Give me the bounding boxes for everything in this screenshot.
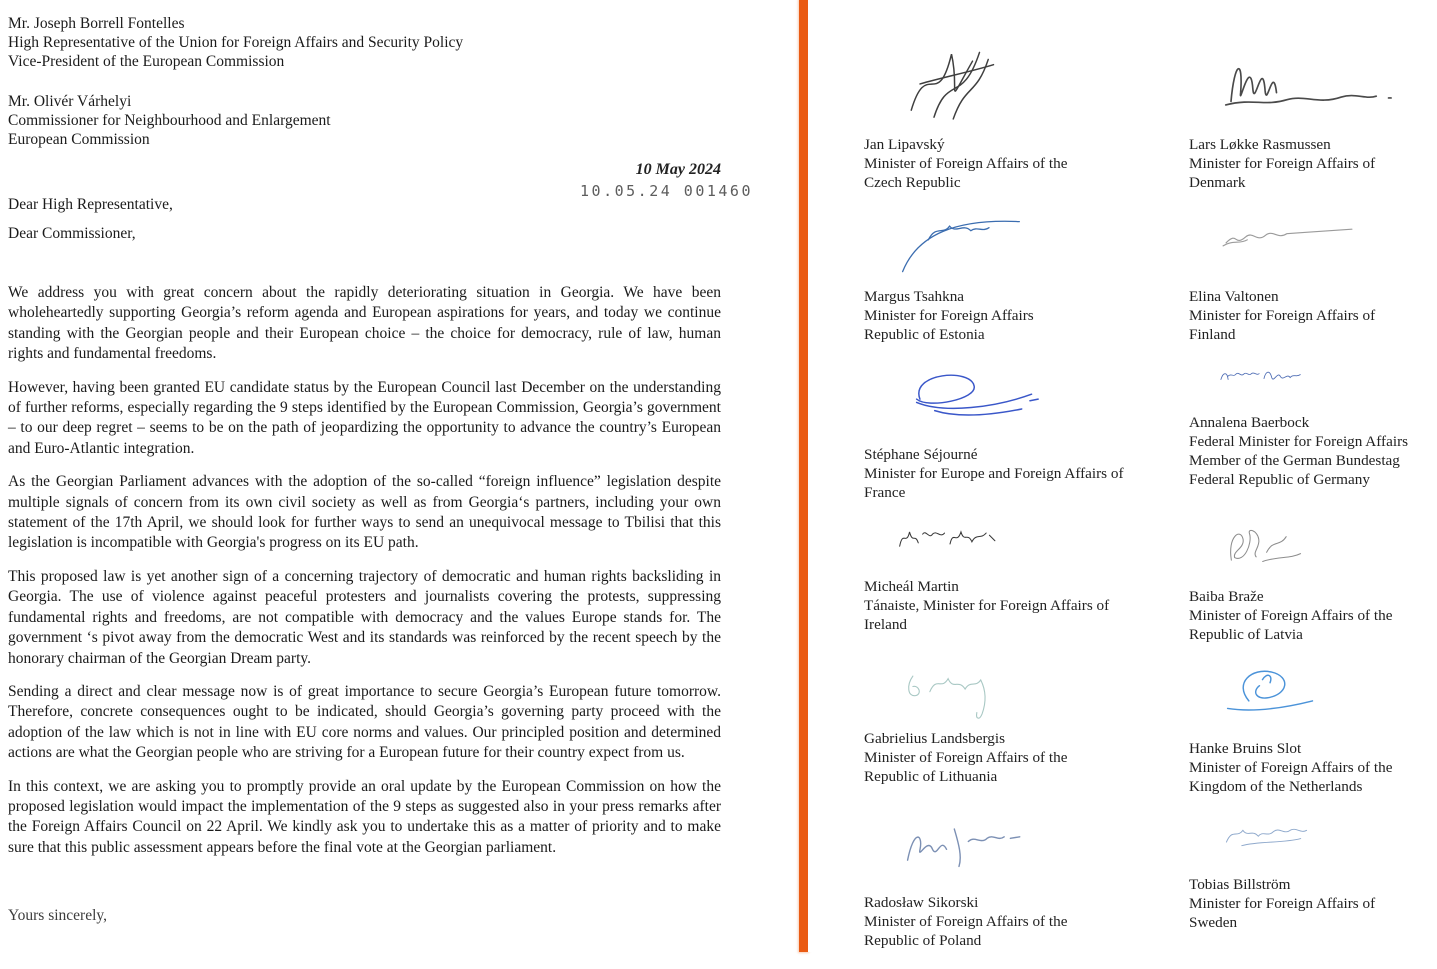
signatory-block — [864, 815, 1189, 950]
registry-stamp: 10.05.24 001460 — [580, 182, 753, 200]
signatory-title-line: Republic of Poland — [864, 932, 982, 949]
salutation-line: Dear High Representative, — [8, 196, 173, 213]
signatory-block — [1189, 663, 1431, 796]
signatory-block — [864, 211, 1189, 344]
signatory-title-line: Minister for Foreign Affairs of — [1189, 307, 1376, 324]
recipient-line: Vice-President of the European Commission — [8, 53, 285, 70]
signatory-name: Baiba Braže — [1189, 588, 1264, 605]
letter-paragraph: We address you with great concern about the rapidly deteriorating situation in Georgia. We have been wholeheartedly supporting Georgia’s reform agenda and European aspirations for years, and today we continue standing with the Georgian people and their European choice – the choice for democracy, rule of law, human rights and fundamental freedoms. — [8, 284, 721, 363]
signatory-name: Radosław Sikorski — [864, 894, 979, 911]
signatory-title — [1189, 306, 1431, 344]
signatory-title-line: Minister for Foreign Affairs of — [1189, 895, 1376, 912]
closing-line: Yours sincerely, — [8, 907, 108, 925]
signatory-title — [1189, 758, 1431, 796]
signatory-title-line: Finland — [1189, 326, 1236, 343]
letter-paragraph: This proposed law is yet another sign of a concerning trajectory of democratic and human rights backsliding in Georgia. The use of violence against peaceful protesters and journalists covering the protests, suppressing fundamental rights and freedoms, are not compatible with democracy and the values Europe stands for. The government ‘s pivot away from the democratic West and its standards was reinforced by the recent speech by the honorary chairman of the Georgian Dream party. — [8, 567, 721, 667]
signatory-title-line: Kingdom of the Netherlands — [1189, 778, 1363, 795]
salutation-line: Dear Commissioner, — [8, 225, 136, 242]
signatory-title-line: Minister for Foreign Affairs of — [1189, 155, 1376, 172]
signature-image — [864, 211, 1189, 283]
signatory-title-line: Minister for Foreign Affairs — [864, 307, 1034, 324]
signatory-title — [1189, 606, 1431, 644]
signatory-title — [1189, 894, 1431, 932]
signatory-block — [864, 663, 1189, 796]
signatory-title — [864, 306, 1189, 344]
signatory-block — [864, 521, 1189, 644]
letter-paragraph: As the Georgian Parliament advances with the adoption of the so-called “foreign influence” legislation despite multiple signals of concern from its own civil society as well as from Georgia‘s partners, including your own statement of the 17th April, we should look for further ways to send an unequivocal message to Tbilisi that this legislation is incompatible with Georgia's progress on its EU path. — [8, 473, 721, 552]
recipient-line: Commissioner for Neighbourhood and Enlargement — [8, 112, 331, 129]
page-divider — [799, 0, 808, 952]
signature-image — [1189, 521, 1431, 583]
signature-image — [864, 363, 1189, 441]
recipient-line: Mr. Olivér Várhelyi — [8, 93, 132, 110]
signatory-title-line: Minister of Foreign Affairs of the — [1189, 607, 1393, 624]
signatures-page — [808, 0, 1437, 952]
signatory-name: Gabrielius Landsbergis — [864, 730, 1006, 747]
signatory-title-line: Ireland — [864, 616, 908, 633]
signature-image — [864, 663, 1189, 725]
signatory-title-line: France — [864, 484, 906, 501]
letter-paragraph: Sending a direct and clear message now is of great importance to secure Georgia’s European future tomorrow. Therefore, concrete consequences ought to be indicated, should Georgia’s governing party proceed with the adoption of the law which is not in line with EU core norms and values. Our principled position and determined actions are what the Georgian people who are striving for a European future for their country expect from us. — [8, 682, 721, 762]
signatory-block — [864, 363, 1189, 502]
signature-image — [864, 521, 1189, 573]
signatory-title — [864, 464, 1189, 502]
signatory-title-line: Minister of Foreign Affairs of the — [864, 749, 1068, 766]
signature-image — [864, 815, 1189, 889]
signatory-title-line: Member of the German Bundestag — [1189, 452, 1400, 469]
signatory-title-line: Czech Republic — [864, 174, 961, 191]
signatory-title — [1189, 432, 1431, 489]
signatory-title-line: Minister of Foreign Affairs of the — [864, 913, 1068, 930]
signatory-name: Elina Valtonen — [1189, 288, 1279, 305]
signature-image — [864, 36, 1189, 131]
signatory-name: Lars Løkke Rasmussen — [1189, 136, 1331, 153]
recipient-line: Mr. Joseph Borrell Fontelles — [8, 15, 185, 32]
signatory-block — [1189, 36, 1431, 192]
signatory-block — [1189, 815, 1431, 950]
signatory-title — [1189, 154, 1431, 192]
signatory-title-line: Federal Republic of Germany — [1189, 471, 1370, 488]
signatory-name: Stéphane Séjourné — [864, 446, 978, 463]
signatory-title-line: Republic of Estonia — [864, 326, 985, 343]
signatory-name: Jan Lipavský — [864, 136, 945, 153]
signatory-title-line: Sweden — [1189, 914, 1238, 931]
signatory-name: Hanke Bruins Slot — [1189, 740, 1302, 757]
signature-image — [1189, 815, 1431, 871]
signatory-title-line: Republic of Lithuania — [864, 768, 998, 785]
recipient-block — [8, 14, 721, 71]
signatory-title — [864, 154, 1189, 192]
signatures-grid — [808, 0, 1437, 969]
signatory-block — [1189, 521, 1431, 644]
signatory-title-line: Federal Minister for Foreign Affairs — [1189, 433, 1409, 450]
recipient-blocks — [8, 14, 721, 149]
signatory-title-line: Minister for Europe and Foreign Affairs of — [864, 465, 1124, 482]
letter-paragraph: In this context, we are asking you to promptly provide an oral update by the European Commission on how the proposed legislation would impact the implementation of the 9 steps as suggested also in your press remarks after the Foreign Affairs Council on 22 April. We kindly ask you to undertake this as a matter of priority and to make sure that this public assessment appears before the final vote at the Georgian parliament. — [8, 777, 721, 856]
signatory-name: Micheál Martin — [864, 578, 959, 595]
signatory-title — [864, 596, 1189, 634]
letter-date: 10 May 2024 — [635, 161, 721, 178]
recipient-block — [8, 92, 721, 149]
signatory-title-line: Minister of Foreign Affairs of the — [1189, 759, 1393, 776]
signature-image — [1189, 663, 1431, 735]
signature-image — [1189, 36, 1431, 131]
signatory-name: Annalena Baerbock — [1189, 414, 1310, 431]
letter-body — [8, 283, 721, 858]
signatory-block — [1189, 211, 1431, 344]
signatory-title-line: Denmark — [1189, 174, 1246, 191]
signatory-title — [864, 912, 1189, 950]
signatory-title-line: Republic of Latvia — [1189, 626, 1303, 643]
signature-image — [1189, 363, 1431, 409]
recipient-line: High Representative of the Union for Foreign Affairs and Security Policy — [8, 34, 464, 51]
letter-paragraph: However, having been granted EU candidate status by the European Council last December on the understanding of further reforms, especially regarding the 9 steps identified by the European Commission, Georgia’s government – to our deep regret – seems to be on the path of jeopardizing the opportunity to advance the country’s European and Euro-Atlantic integration. — [8, 378, 721, 457]
signatory-title-line: Minister of Foreign Affairs of the — [864, 155, 1068, 172]
recipient-line: European Commission — [8, 131, 150, 148]
signatory-name: Tobias Billström — [1189, 876, 1291, 893]
signature-image — [1189, 211, 1431, 283]
signatory-block — [864, 36, 1189, 192]
salutations — [8, 196, 721, 243]
signatory-block — [1189, 363, 1431, 502]
signatory-name: Margus Tsahkna — [864, 288, 965, 305]
signatory-title-line: Tánaiste, Minister for Foreign Affairs of — [864, 597, 1110, 614]
date-block — [580, 161, 753, 200]
signatory-title — [864, 748, 1189, 786]
